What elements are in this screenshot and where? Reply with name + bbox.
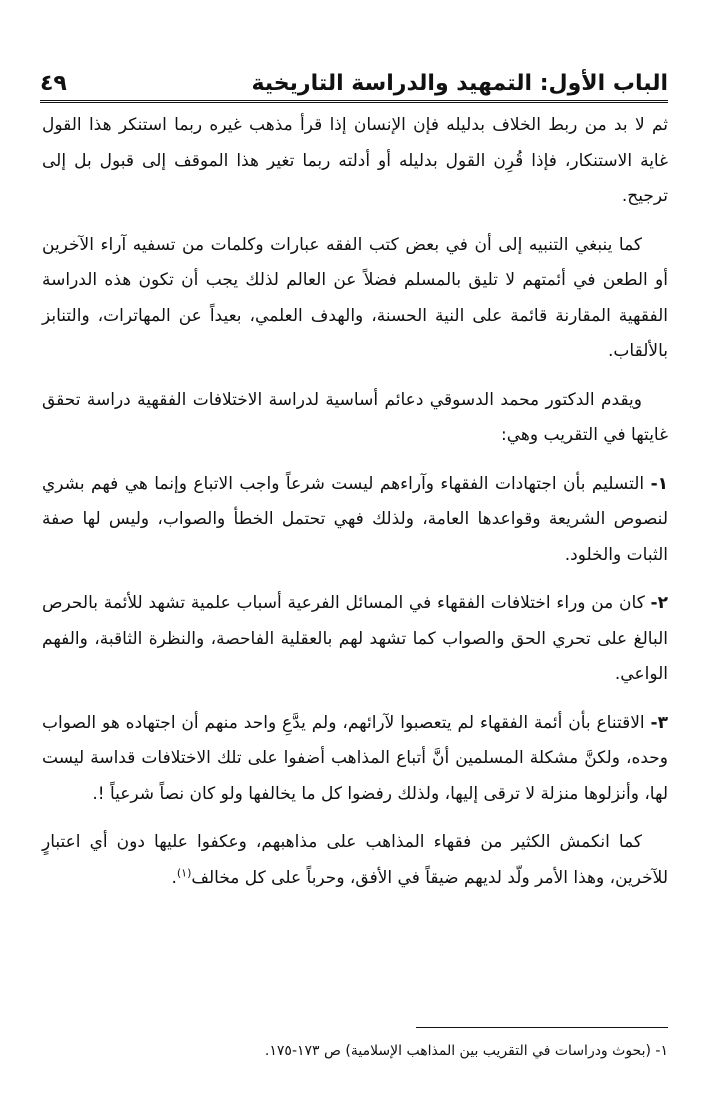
paragraph-1: ثم لا بد من ربط الخلاف بدليله فإن الإنسان إذا قرأ مذهب غيره ربما استنكر هذا القول غاية الاستنكار، فإذا قُرِن القول بدليله أو أدلته ربما تغير هذا الموقف إلى قبول بل إلى ترجيح. [42,115,668,206]
list-item-number: ٢- [650,593,668,613]
list-item [42,706,668,813]
list-item-text: كان من وراء اختلافات الفقهاء في المسائل الفرعية أسباب علمية تشهد للأئمة بالحرص البالغ على تحري الحق والصواب كما تشهد لهم بالعقلية الفاحصة، والنظرة الثاقبة، والفهم الواعي. [42,593,668,684]
paragraph-4-text: كما انكمش الكثير من فقهاء المذاهب على مذاهبهم، وعكفوا عليها دون أي اعتبارٍ للآخرين، وهذا الأمر ولّد لديهم ضيقاً في الأفق، وحرباً على كل مخالف [42,832,668,888]
list-item-number: ٣- [650,712,668,733]
paragraph-2: كما ينبغي التنبيه إلى أن في بعض كتب الفقه عبارات وكلمات من تسفيه آراء الآخرين أو الطعن في أئمتهم لا تليق بالمسلم فضلاً عن العالم لذلك يجب أن تكون هذه الدراسة الفقهية المقارنة قائمة على النية الحسنة، والهدف العلمي، بعيداً عن المهاترات، والتنابز بالألقاب. [42,234,668,361]
list-item [42,467,668,574]
page-header [40,58,668,103]
paragraph-4-end: . [171,867,177,888]
list-item-text: الاقتناع بأن أئمة الفقهاء لم يتعصبوا لآرائهم، ولم يدَّعِ واحد منهم أن اجتهاده هو الصواب وحده، ولكنَّ مشكلة المسلمين أنَّ أتباع المذاهب أضفوا على تلك الاختلافات قداسة ليست لها، وأنزلوها منزلة لا ترقى إليها، ولذلك رفضوا كل ما يخالفها ولو كان نصاً شرعياً !. [42,712,668,804]
page-number: ٤٩ [40,71,67,96]
footnote: ١- (بحوث ودراسات في التقريب بين المذاهب الإسلامية) ص ١٧٣-١٧٥. [264,1043,668,1059]
list-item-number: ١- [650,473,669,494]
list-item-text: التسليم بأن اجتهادات الفقهاء وآراءهم ليست شرعاً واجب الاتباع وإنما هي فهم بشري لنصوص الشريعة وقواعدها العامة، ولذلك فهي تحتمل الخطأ والصواب، وليس لها صفة الثبات والخلود. [42,473,668,565]
page-body [42,108,668,909]
running-title: الباب الأول: التمهيد والدراسة التاريخية [251,71,668,96]
paragraph-4 [42,825,668,896]
footnote-reference[interactable]: (١) [176,865,192,879]
paragraph-3: ويقدم الدكتور محمد الدسوقي دعائم أساسية لدراسة الاختلافات الفقهية دراسة تحقق غايتها في التقريب وهي: [42,389,668,445]
footnote-divider [416,1027,668,1028]
list-item [42,586,668,693]
